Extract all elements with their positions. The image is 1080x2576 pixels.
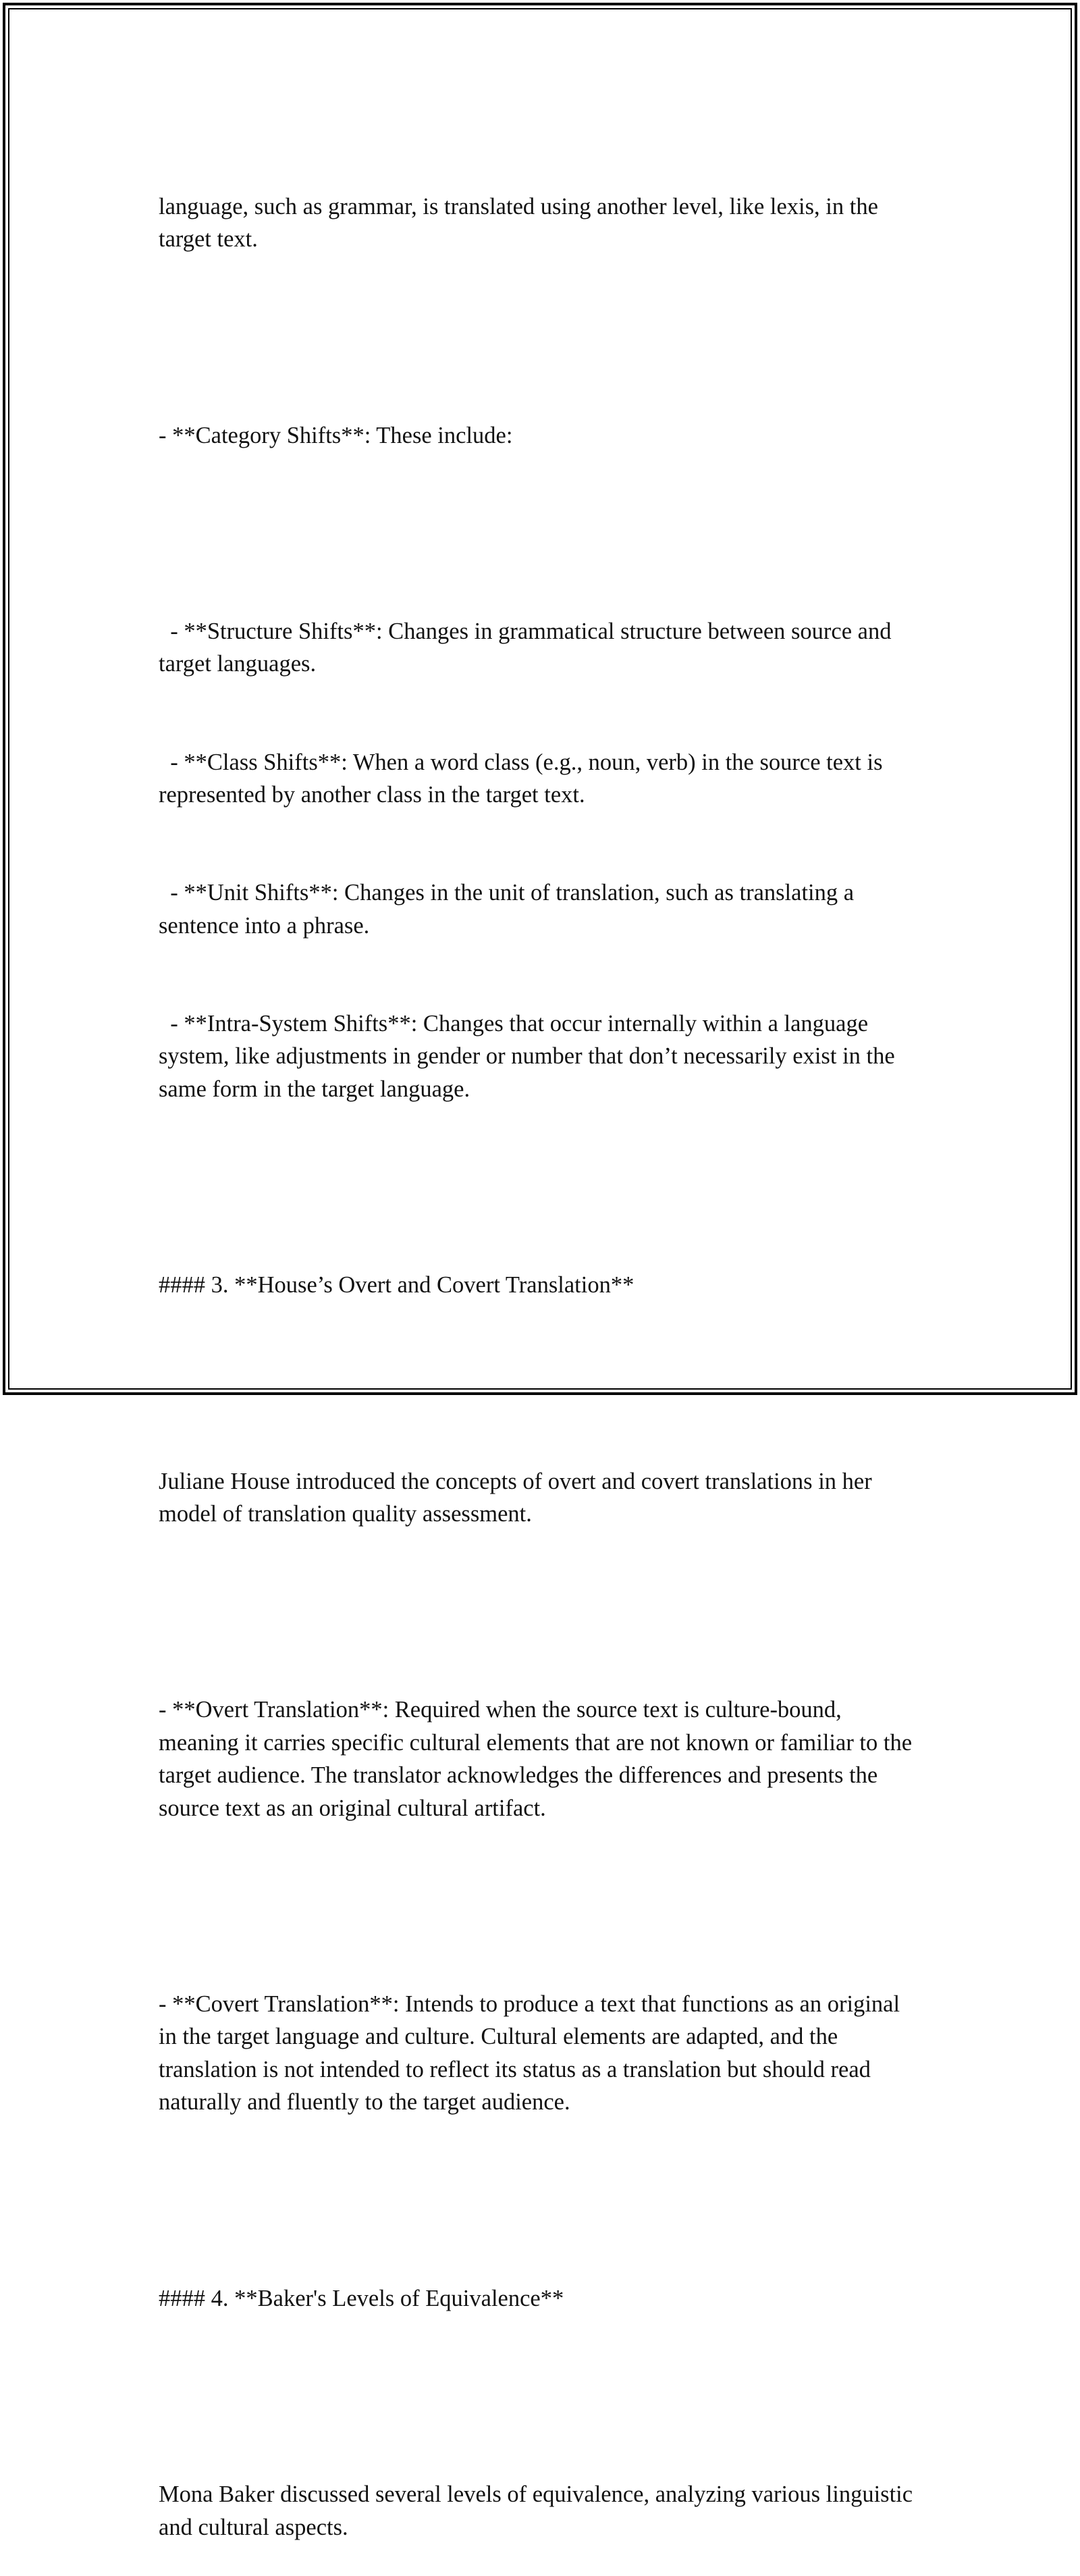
sublist-item-class-shifts: - **Class Shifts**: When a word class (e.g., noun, verb) in the source text is represented by another class in the target text.	[159, 749, 889, 808]
blank-line	[159, 1596, 921, 1628]
blank-line	[159, 2380, 921, 2413]
blank-line	[159, 1890, 921, 1922]
list-item-covert-translation: - **Covert Translation**: Intends to produce a text that functions as an original in the target language and culture. Cultural elements are adapted, and the translation is not intended to reflect its status as a translation but should read naturally and fluently to the target audience.	[159, 1991, 906, 2115]
list-item-overt-translation: - **Overt Translation**: Required when the source text is culture-bound, meaning it carries specific cultural elements that are not known or familiar to the target audience. The translator acknowledges the differences and presents the source text as an original cultural artifact.	[159, 1697, 918, 1821]
blank-line	[159, 1171, 921, 1203]
paragraph-continuation: language, such as grammar, is translated using another level, like lexis, in the target text.	[159, 193, 884, 253]
section-heading-house: #### 3. **House’s Overt and Covert Translation**	[159, 1272, 634, 1298]
paragraph-house-intro: Juliane House introduced the concepts of overt and covert translations in her model of translation quality assessment.	[159, 1468, 878, 1527]
blank-line	[159, 517, 921, 550]
list-item-category-shifts: - **Category Shifts**: These include:	[159, 422, 513, 448]
document-body	[159, 125, 921, 2576]
blank-line	[159, 1367, 921, 1399]
sublist-item-intra-system-shifts: - **Intra-System Shifts**: Changes that occur internally within a language system, like adjustments in gender or number that don’t necessarily exist in the same form in the target language.	[159, 1010, 901, 1102]
sublist-item-structure-shifts: - **Structure Shifts**: Changes in grammatical structure between source and target languages.	[159, 619, 898, 677]
section-heading-baker: #### 4. **Baker's Levels of Equivalence**	[159, 2285, 564, 2311]
paragraph-baker-intro: Mona Baker discussed several levels of equivalence, analyzing various linguistic and cultural aspects.	[159, 2481, 919, 2540]
blank-line	[159, 2184, 921, 2217]
sublist-item-unit-shifts: - **Unit Shifts**: Changes in the unit of translation, such as translating a sentence into a phrase.	[159, 880, 860, 939]
blank-line	[159, 321, 921, 353]
